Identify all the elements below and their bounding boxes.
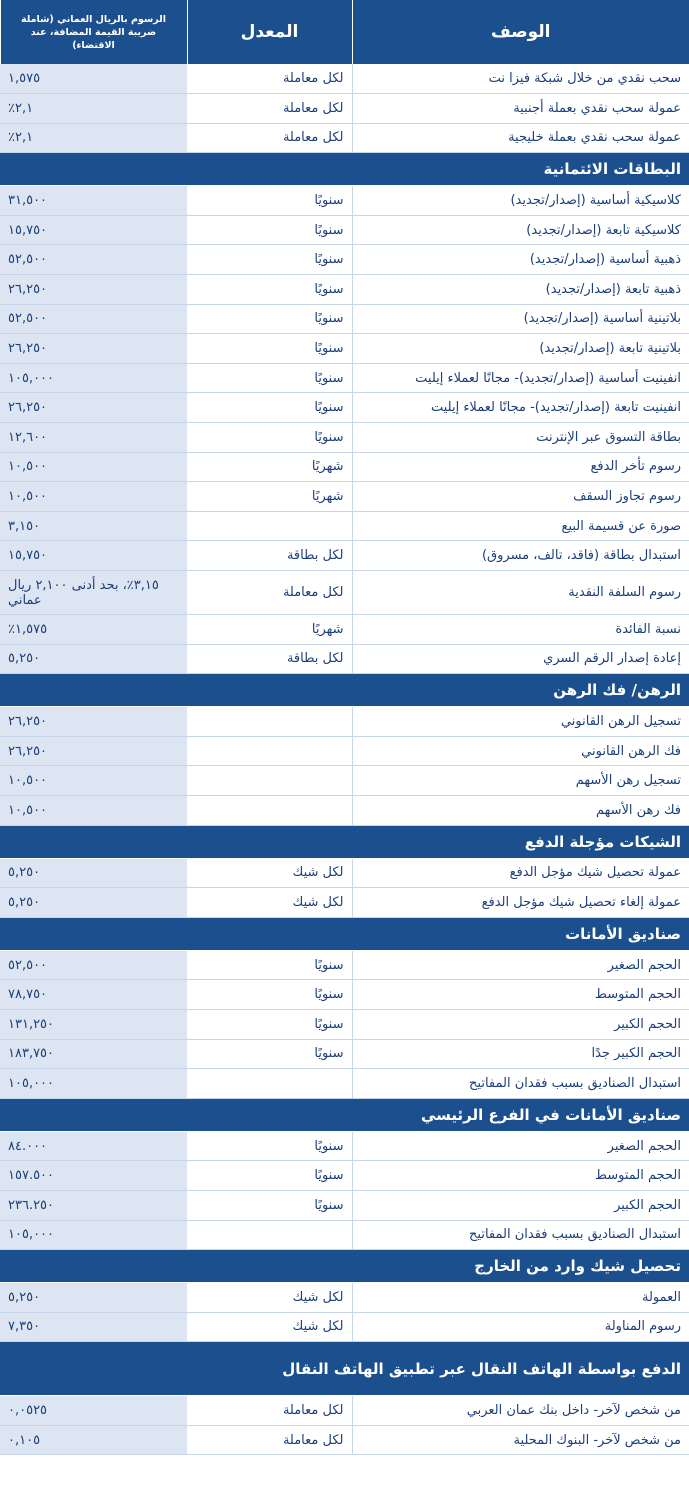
row-rate: لكل معاملة	[187, 1425, 352, 1455]
row-fee: ٥,٢٥٠	[0, 644, 187, 674]
table-row	[0, 393, 689, 423]
row-description: الحجم المتوسط	[352, 980, 689, 1010]
section-header-row	[0, 917, 689, 950]
row-rate: سنويًا	[187, 423, 352, 453]
table-row	[0, 1312, 689, 1342]
table-row	[0, 1009, 689, 1039]
row-description: بلاتينية تابعة (إصدار/تجديد)	[352, 334, 689, 364]
table-row	[0, 707, 689, 737]
table-row	[0, 1161, 689, 1191]
row-fee: ٢٦,٢٥٠	[0, 707, 187, 737]
table-row	[0, 245, 689, 275]
row-fee: ٠,٠٥٢٥	[0, 1396, 187, 1426]
row-rate: سنويًا	[187, 245, 352, 275]
row-description: الحجم الصغير	[352, 1131, 689, 1161]
row-description: من شخص لآخر- البنوك المحلية	[352, 1425, 689, 1455]
section-header-row	[0, 674, 689, 707]
row-rate: لكل شيك	[187, 1283, 352, 1313]
row-fee: ٥,٢٥٠	[0, 858, 187, 888]
row-fee: ١٢,٦٠٠	[0, 423, 187, 453]
row-fee: ١٥,٧٥٠	[0, 215, 187, 245]
row-rate: سنويًا	[187, 1009, 352, 1039]
table-row	[0, 980, 689, 1010]
row-fee: ٧,٣٥٠	[0, 1312, 187, 1342]
table-row	[0, 304, 689, 334]
row-fee: ٥٢,٥٠٠	[0, 304, 187, 334]
row-fee: ١٠,٥٠٠	[0, 766, 187, 796]
row-fee: ١,٥٧٥٪	[0, 615, 187, 645]
row-rate	[187, 707, 352, 737]
row-description: عمولة إلغاء تحصيل شيك مؤجل الدفع	[352, 888, 689, 918]
row-fee: ١٠٥,٠٠٠	[0, 1069, 187, 1099]
row-rate: لكل بطاقة	[187, 644, 352, 674]
section-header-row	[0, 1342, 689, 1396]
row-fee: ٢٦,٢٥٠	[0, 334, 187, 364]
row-rate: سنويًا	[187, 304, 352, 334]
row-fee: ١٠,٥٠٠	[0, 482, 187, 512]
table-row	[0, 541, 689, 571]
table-row	[0, 571, 689, 615]
row-fee: ٢,١٪	[0, 94, 187, 124]
table-row	[0, 1039, 689, 1069]
row-fee: ١٥٧.٥٠٠	[0, 1161, 187, 1191]
row-description: صورة عن قسيمة البيع	[352, 511, 689, 541]
row-fee: ٣,١٥٠	[0, 511, 187, 541]
row-description: فك الرهن القانوني	[352, 736, 689, 766]
section-title: الشيكات مؤجلة الدفع	[0, 825, 689, 858]
row-rate: شهريًا	[187, 615, 352, 645]
row-description: رسوم السلفة النقدية	[352, 571, 689, 615]
row-rate	[187, 1069, 352, 1099]
table-header-row	[0, 0, 689, 64]
table-row	[0, 1396, 689, 1426]
section-title: صناديق الأمانات	[0, 917, 689, 950]
row-description: تسجيل رهن الأسهم	[352, 766, 689, 796]
row-rate: سنويًا	[187, 1190, 352, 1220]
row-rate: سنويًا	[187, 1161, 352, 1191]
row-description: عمولة تحصيل شيك مؤجل الدفع	[352, 858, 689, 888]
row-fee: ١٠,٥٠٠	[0, 795, 187, 825]
row-rate: لكل معاملة	[187, 94, 352, 124]
row-description: الحجم الكبير جدًا	[352, 1039, 689, 1069]
row-rate	[187, 1220, 352, 1250]
header-description: الوصف	[352, 0, 689, 64]
section-header-row	[0, 825, 689, 858]
table-row	[0, 1131, 689, 1161]
table-row	[0, 1283, 689, 1313]
table-row	[0, 94, 689, 124]
row-rate: سنويًا	[187, 275, 352, 305]
row-rate: سنويًا	[187, 363, 352, 393]
row-rate	[187, 736, 352, 766]
row-description: نسبة الفائدة	[352, 615, 689, 645]
row-description: انفينيت أساسية (إصدار/تجديد)- مجانًا لعملاء إيليت	[352, 363, 689, 393]
section-title: صناديق الأمانات في الفرع الرئيسي	[0, 1098, 689, 1131]
row-fee: ٠,١٠٥	[0, 1425, 187, 1455]
row-description: فك رهن الأسهم	[352, 795, 689, 825]
row-description: الحجم الكبير	[352, 1009, 689, 1039]
row-fee: ١٠,٥٠٠	[0, 452, 187, 482]
row-rate: لكل معاملة	[187, 123, 352, 153]
table-row	[0, 858, 689, 888]
row-rate: لكل معاملة	[187, 64, 352, 94]
row-fee: ٢٦,٢٥٠	[0, 736, 187, 766]
row-fee: ١٠٥,٠٠٠	[0, 363, 187, 393]
table-row	[0, 1069, 689, 1099]
row-fee: ٥٢,٥٠٠	[0, 950, 187, 980]
row-fee: ١٥,٧٥٠	[0, 541, 187, 571]
table-row	[0, 186, 689, 216]
table-row	[0, 1220, 689, 1250]
table-row	[0, 615, 689, 645]
row-rate: شهريًا	[187, 482, 352, 512]
row-description: العمولة	[352, 1283, 689, 1313]
row-fee: ٢٦,٢٥٠	[0, 393, 187, 423]
row-description: إعادة إصدار الرقم السري	[352, 644, 689, 674]
row-fee: ٧٨,٧٥٠	[0, 980, 187, 1010]
row-fee: ٢٣٦.٢٥٠	[0, 1190, 187, 1220]
table-row	[0, 511, 689, 541]
header-fee: الرسوم بالريال العماني (شاملة ضريبة القيمة المضافة، عند الاقتضاء)	[0, 0, 187, 64]
row-description: الحجم المتوسط	[352, 1161, 689, 1191]
header-rate: المعدل	[187, 0, 352, 64]
section-title: الرهن/ فك الرهن	[0, 674, 689, 707]
row-description: سحب نقدي من خلال شبكة فيزا نت	[352, 64, 689, 94]
row-rate: سنويًا	[187, 186, 352, 216]
row-rate: لكل شيك	[187, 858, 352, 888]
section-title: الدفع بواسطة الهاتف النقال عبر تطبيق الهاتف النقال	[0, 1342, 689, 1396]
table-row	[0, 1425, 689, 1455]
section-title: تحصيل شيك وارد من الخارج	[0, 1250, 689, 1283]
row-fee: ١,٥٧٥	[0, 64, 187, 94]
row-rate: لكل معاملة	[187, 1396, 352, 1426]
row-rate: سنويًا	[187, 950, 352, 980]
row-description: استبدال الصناديق بسبب فقدان المفاتيح	[352, 1220, 689, 1250]
row-rate: لكل بطاقة	[187, 541, 352, 571]
row-description: استبدال الصناديق بسبب فقدان المفاتيح	[352, 1069, 689, 1099]
table-row	[0, 215, 689, 245]
row-fee: ١٠٥,٠٠٠	[0, 1220, 187, 1250]
row-rate: سنويًا	[187, 393, 352, 423]
row-rate: سنويًا	[187, 1039, 352, 1069]
row-description: رسوم تأخر الدفع	[352, 452, 689, 482]
row-description: ذهبية أساسية (إصدار/تجديد)	[352, 245, 689, 275]
row-rate: لكل معاملة	[187, 571, 352, 615]
row-description: كلاسيكية أساسية (إصدار/تجديد)	[352, 186, 689, 216]
section-title: البطاقات الائتمانية	[0, 153, 689, 186]
row-fee: ٣١,٥٠٠	[0, 186, 187, 216]
row-rate: لكل شيك	[187, 888, 352, 918]
table-row	[0, 888, 689, 918]
row-description: رسوم المناولة	[352, 1312, 689, 1342]
row-fee: ٨٤.٠٠٠	[0, 1131, 187, 1161]
row-description: الحجم الصغير	[352, 950, 689, 980]
table-row	[0, 334, 689, 364]
row-rate: سنويًا	[187, 215, 352, 245]
table-row	[0, 452, 689, 482]
row-description: الحجم الكبير	[352, 1190, 689, 1220]
row-rate: سنويًا	[187, 334, 352, 364]
row-rate	[187, 766, 352, 796]
row-fee: ١٣١,٢٥٠	[0, 1009, 187, 1039]
row-fee: ٣,١٥٪، بحد أدنى ٢,١٠٠ ريال عماني	[0, 571, 187, 615]
table-row	[0, 950, 689, 980]
table-row	[0, 64, 689, 94]
row-description: عمولة سحب نقدي بعملة خليجية	[352, 123, 689, 153]
row-fee: ٥٢,٥٠٠	[0, 245, 187, 275]
row-fee: ٢,١٪	[0, 123, 187, 153]
row-description: بطاقة التسوق عبر الإنترنت	[352, 423, 689, 453]
section-header-row	[0, 1250, 689, 1283]
row-rate: لكل شيك	[187, 1312, 352, 1342]
row-fee: ٥,٢٥٠	[0, 1283, 187, 1313]
row-rate: سنويًا	[187, 980, 352, 1010]
table-row	[0, 123, 689, 153]
table-row	[0, 644, 689, 674]
row-description: انفينيت تابعة (إصدار/تجديد)- مجانًا لعملاء إيليت	[352, 393, 689, 423]
table-row	[0, 736, 689, 766]
table-row	[0, 363, 689, 393]
row-rate: سنويًا	[187, 1131, 352, 1161]
row-description: بلاتينية أساسية (إصدار/تجديد)	[352, 304, 689, 334]
row-description: من شخص لآخر- داخل بنك عمان العربي	[352, 1396, 689, 1426]
row-fee: ٢٦,٢٥٠	[0, 275, 187, 305]
table-row	[0, 766, 689, 796]
table-row	[0, 482, 689, 512]
row-description: رسوم تجاوز السقف	[352, 482, 689, 512]
table-row	[0, 795, 689, 825]
row-rate	[187, 795, 352, 825]
row-description: عمولة سحب نقدي بعملة أجنبية	[352, 94, 689, 124]
table-row	[0, 423, 689, 453]
row-description: استبدال بطاقة (فاقد، تالف، مسروق)	[352, 541, 689, 571]
row-rate	[187, 511, 352, 541]
row-description: ذهبية تابعة (إصدار/تجديد)	[352, 275, 689, 305]
table-row	[0, 275, 689, 305]
section-header-row	[0, 153, 689, 186]
row-description: تسجيل الرهن القانوني	[352, 707, 689, 737]
table-row	[0, 1190, 689, 1220]
row-rate: شهريًا	[187, 452, 352, 482]
row-fee: ١٨٣,٧٥٠	[0, 1039, 187, 1069]
section-header-row	[0, 1098, 689, 1131]
row-description: كلاسيكية تابعة (إصدار/تجديد)	[352, 215, 689, 245]
row-fee: ٥,٢٥٠	[0, 888, 187, 918]
table-body	[0, 64, 689, 1455]
